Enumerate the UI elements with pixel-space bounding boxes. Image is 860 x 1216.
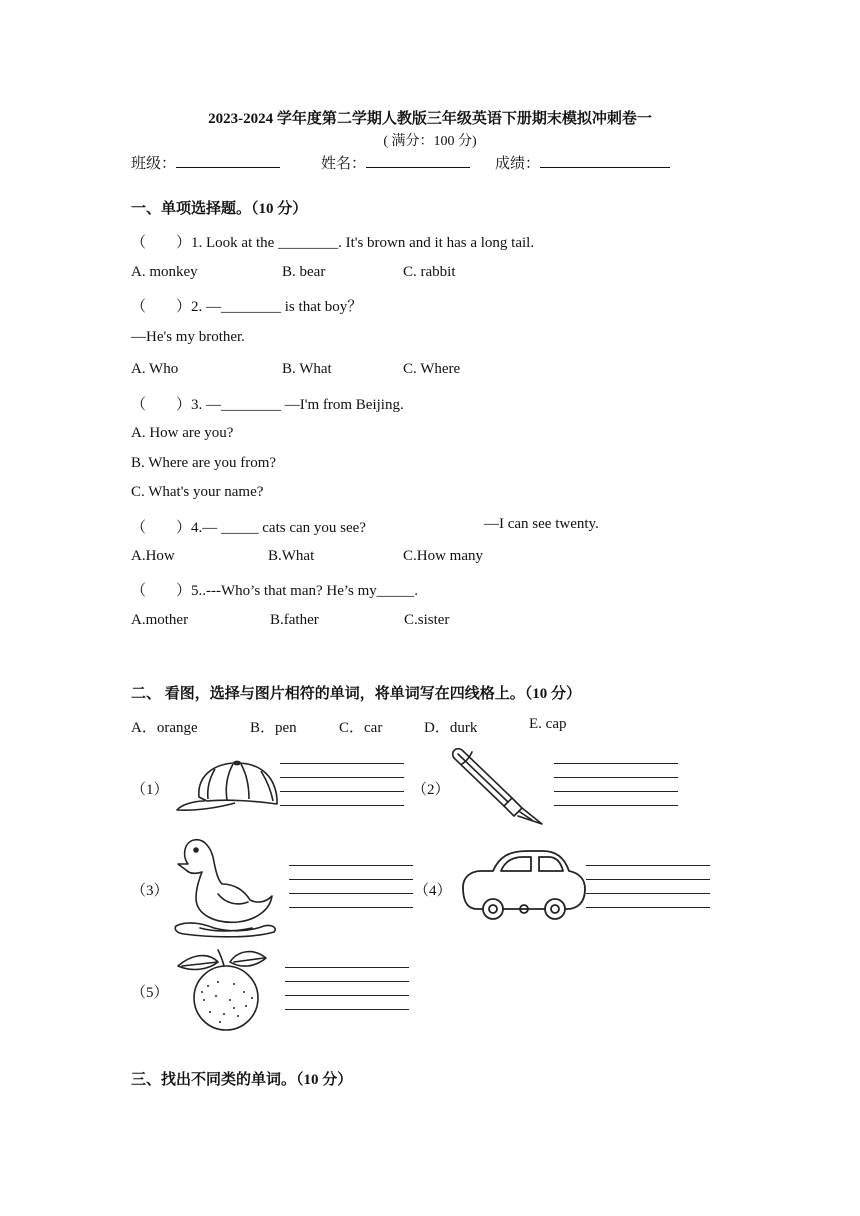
writing-lines-3[interactable] xyxy=(289,865,413,907)
class-field xyxy=(131,152,280,173)
writing-lines-1[interactable] xyxy=(280,763,404,805)
option-c: C.sister xyxy=(404,612,450,628)
section-2-heading: 二、 看图，选择与图片相符的单词，将单词写在四线格上。（10 分） xyxy=(131,686,582,702)
class-label: 班级： xyxy=(131,156,177,172)
answer-bracket[interactable]: （ ） xyxy=(131,299,192,315)
word-choice-a: A．orange xyxy=(131,720,198,736)
duck-icon xyxy=(174,834,280,938)
option-b: B. bear xyxy=(282,264,326,280)
option-b: B.What xyxy=(268,548,315,564)
question-5 xyxy=(131,579,418,600)
option-c: C. rabbit xyxy=(403,264,456,280)
question-2 xyxy=(131,295,362,316)
question-stem: 4.— _____ cats can you see? xyxy=(191,520,366,536)
question-stem: 5..---Who’s that man? He’s my_____. xyxy=(191,583,419,599)
question-stem: 3. —________ —I'm from Beijing. xyxy=(191,397,404,413)
question-stem: 1. Look at the ________. It's brown and it has a long tail. xyxy=(191,235,535,251)
option-b: B.father xyxy=(270,612,319,628)
picture-label-2: （2） xyxy=(412,782,450,798)
option-a: A. Who xyxy=(131,361,179,377)
option-b: B. Where are you from? xyxy=(131,455,277,471)
answer-bracket[interactable]: （ ） xyxy=(131,520,192,536)
full-score: ( 满分：100 分) xyxy=(383,134,477,149)
name-blank[interactable] xyxy=(366,153,470,168)
name-label: 姓名： xyxy=(321,156,367,172)
option-a: A.How xyxy=(131,548,175,564)
question-stem: 2. —________ is that boy？ xyxy=(191,299,363,315)
section-1-heading: 一、单项选择题。（10 分） xyxy=(131,201,308,217)
car-icon xyxy=(457,847,587,923)
section-3-heading: 三、找出不同类的单词。（10 分） xyxy=(131,1072,353,1088)
answer-bracket[interactable]: （ ） xyxy=(131,235,192,251)
word-choice-b: B．pen xyxy=(250,720,297,736)
option-c: C.How many xyxy=(403,548,483,564)
answer-bracket[interactable]: （ ） xyxy=(131,397,192,413)
word-choice-d: D．durk xyxy=(424,720,478,736)
answer-bracket[interactable]: （ ） xyxy=(131,583,192,599)
orange-icon xyxy=(174,948,268,1032)
question-3 xyxy=(131,393,404,414)
option-c: C. Where xyxy=(403,361,461,377)
picture-label-1: （1） xyxy=(131,782,169,798)
question-4 xyxy=(131,516,366,537)
picture-label-5: （5） xyxy=(131,985,169,1001)
picture-label-3: （3） xyxy=(131,883,169,899)
score-field xyxy=(495,152,670,173)
name-field xyxy=(321,152,470,173)
page-title: 2023-2024 学年度第二学期人教版三年级英语下册期末模拟冲刺卷一 xyxy=(208,111,652,127)
writing-lines-2[interactable] xyxy=(554,763,678,805)
picture-label-4: （4） xyxy=(414,883,452,899)
question-4-response: —I can see twenty. xyxy=(484,516,599,532)
cap-icon xyxy=(175,757,281,813)
question-2-response: —He's my brother. xyxy=(131,329,245,345)
pen-icon xyxy=(448,746,546,826)
score-label: 成绩： xyxy=(495,156,541,172)
option-b: B. What xyxy=(282,361,332,377)
writing-lines-5[interactable] xyxy=(285,967,409,1009)
word-choice-e: E. cap xyxy=(529,716,567,732)
option-a: A. monkey xyxy=(131,264,198,280)
option-a: A.mother xyxy=(131,612,189,628)
option-c: C. What's your name? xyxy=(131,484,264,500)
option-a: A. How are you? xyxy=(131,425,234,441)
question-1 xyxy=(131,231,534,252)
class-blank[interactable] xyxy=(176,153,280,168)
writing-lines-4[interactable] xyxy=(586,865,710,907)
word-choice-c: C．car xyxy=(339,720,383,736)
score-blank[interactable] xyxy=(540,153,670,168)
